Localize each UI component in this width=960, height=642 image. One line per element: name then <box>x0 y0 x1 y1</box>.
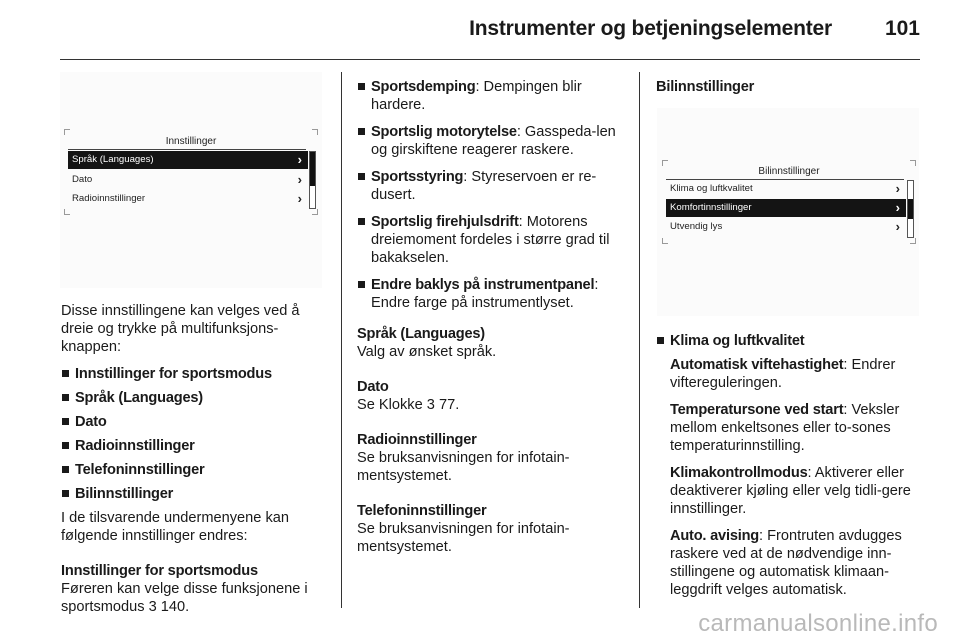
list-item: Sportslig firehjulsdrift: Motorens dreiemoment fordeles i større grad til bakakselen. <box>357 213 629 267</box>
screen-title: Innstillinger <box>165 136 217 147</box>
page-header <box>0 0 960 60</box>
section-text: Se Klokke 3 77. <box>357 397 460 413</box>
menu-item-date: Dato › <box>72 172 302 187</box>
list-item: Radioinnstillinger <box>61 437 331 455</box>
list-item: Sportslig motorytelse: Gasspeda-len og girskiftene reagerer raskere. <box>357 123 629 159</box>
entry: Temperatursone ved start: Veksler mellom enkeltsones eller to-sones temperaturinnstilling. <box>670 402 900 454</box>
screen-title: Bilinnstillinger <box>758 166 820 177</box>
section-heading: Innstillinger for sportsmodus <box>61 563 258 579</box>
section-heading: Radioinnstillinger <box>357 432 477 448</box>
column-3 <box>656 78 926 96</box>
outro-text: I de tilsvarende undermenyene kan følgende innstillinger endres: <box>61 510 289 544</box>
menu-item-comfort: Komfortinnstillinger › <box>666 199 906 217</box>
section-text: Se bruksanvisningen for infotain-mentsystemet. <box>357 521 570 555</box>
column-2 <box>357 78 629 565</box>
menu-item-climate: Klima og luftkvalitet › <box>670 181 900 196</box>
column-divider-2 <box>639 72 640 608</box>
section-text: Se bruksanvisningen for infotain-mentsystemet. <box>357 450 570 484</box>
list-item: Dato <box>61 413 331 431</box>
list-item: Innstillinger for sportsmodus <box>61 365 331 383</box>
watermark: carmanualsonline.info <box>698 610 938 637</box>
section-heading: Språk (Languages) <box>357 326 485 342</box>
menu-item-radio: Radioinnstillinger › <box>72 191 302 206</box>
display-screen <box>664 160 914 244</box>
scrollbar <box>907 180 914 238</box>
chevron-right-icon: › <box>895 200 900 215</box>
figure-car-settings-screen <box>657 108 919 316</box>
column-1 <box>61 302 331 625</box>
section-text: Føreren kan velge disse funksjonene i sportsmodus 3 140. <box>61 581 308 615</box>
list-item: Endre baklys på instrumentpanel: Endre farge på instrumentlyset. <box>357 276 629 312</box>
intro-text: Disse innstillingene kan velges ved å dreie og trykke på multifunksjons-knappen: <box>61 303 300 355</box>
section-heading: Dato <box>357 379 389 395</box>
scrollbar <box>309 151 316 209</box>
chevron-right-icon: › <box>297 191 302 206</box>
menu-item-language: Språk (Languages) › <box>68 151 308 169</box>
column-3-body <box>656 332 928 608</box>
section-heading: Bilinnstillinger <box>656 79 755 95</box>
entry: Auto. avising: Frontruten avdugges raskere ved at de nødvendige inn-stillingene og automatisk klimaan-leggdrift velges automatisk. <box>670 528 902 598</box>
list-item: Sportsstyring: Styreservoen er re-dusert. <box>357 168 629 204</box>
header-rule <box>60 59 920 60</box>
section-text: Valg av ønsket språk. <box>357 344 497 360</box>
menu-item-exterior-lights: Utvendig lys › <box>670 219 900 234</box>
entry: Automatisk viftehastighet: Endrer viftereguleringen. <box>670 357 896 391</box>
reference-icon: 3 <box>426 397 435 413</box>
page-number: 101 <box>884 17 920 40</box>
list-item: Språk (Languages) <box>61 389 331 407</box>
chevron-right-icon: › <box>297 152 302 167</box>
reference-icon: 3 <box>148 599 157 615</box>
chevron-right-icon: › <box>297 172 302 187</box>
column-divider-1 <box>341 72 342 608</box>
entry: Klimakontrollmodus: Aktiverer eller deaktiverer kjøling eller velg tidli-gere innstillinger. <box>670 465 911 517</box>
figure-settings-screen <box>60 72 322 288</box>
chevron-right-icon: › <box>895 219 900 234</box>
list-item: Telefoninnstillinger <box>61 461 331 479</box>
list-item: Sportsdemping: Dempingen blir hardere. <box>357 78 629 114</box>
chevron-right-icon: › <box>895 181 900 196</box>
section-heading: Telefoninnstillinger <box>357 503 487 519</box>
page-title: Instrumenter og betjeningselementer <box>469 17 832 40</box>
display-screen <box>66 129 316 215</box>
list-item: Klima og luftkvalitet <box>656 332 928 350</box>
list-item: Bilinnstillinger <box>61 485 331 503</box>
